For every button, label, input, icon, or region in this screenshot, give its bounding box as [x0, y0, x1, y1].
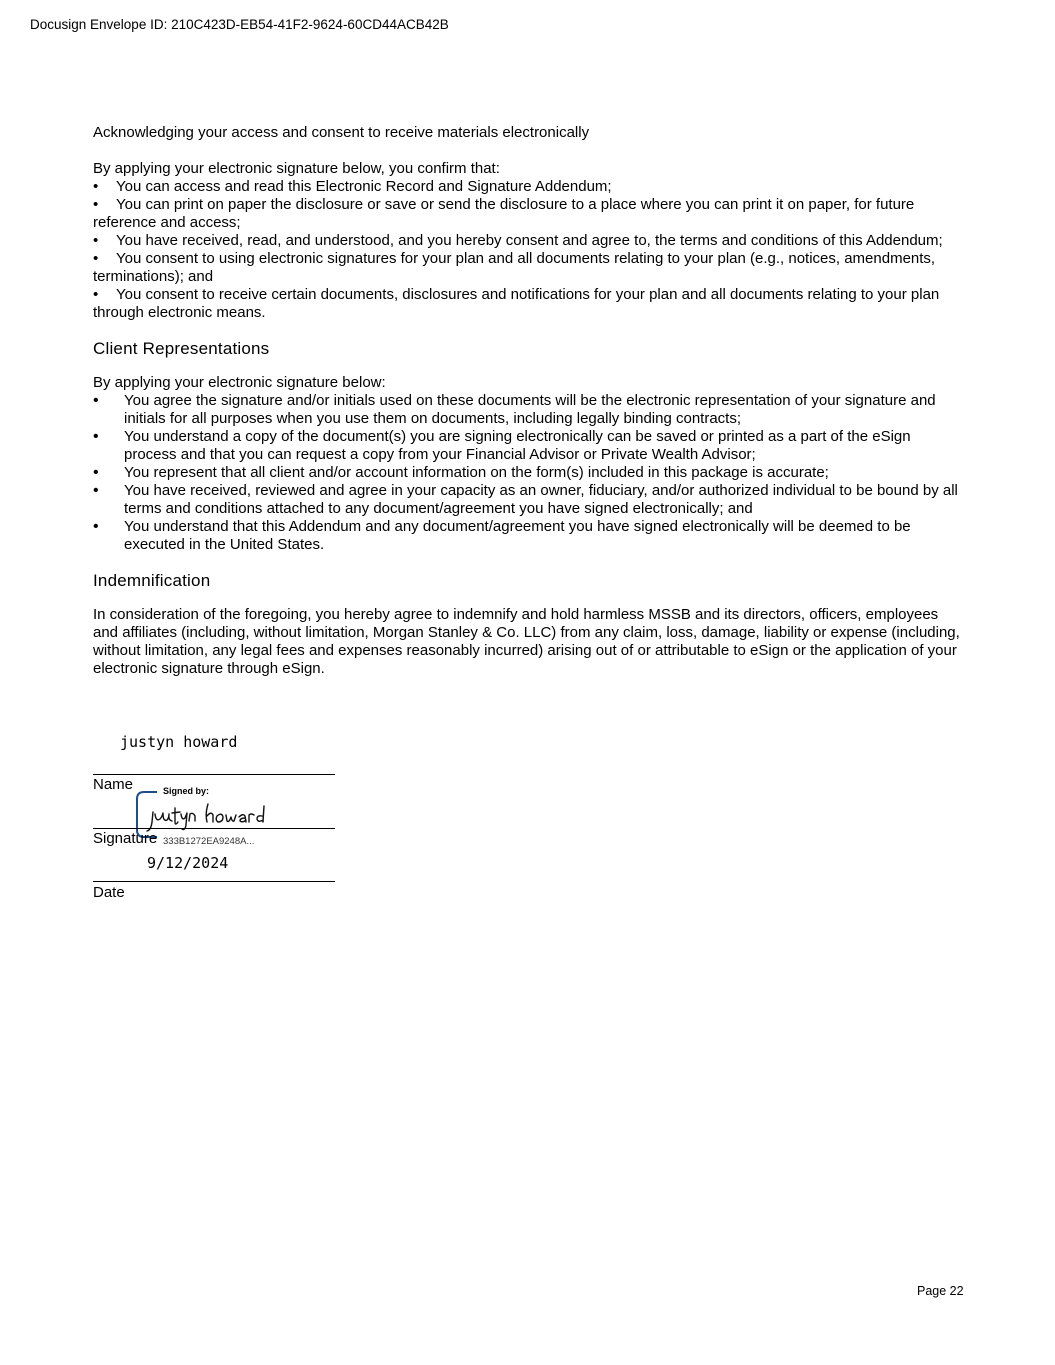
signature-label: Signature [93, 830, 158, 847]
list-item: • You consent to using electronic signatures for your plan and all documents relating to your plan (e.g., notices, amendments, terminations); and [93, 250, 936, 285]
list-item: • You have received, read, and understood, and you hereby consent and agree to, the terms and conditions of this Addendum; [93, 232, 943, 249]
consent-list [93, 178, 963, 322]
handwritten-signature [145, 800, 280, 840]
list-item: • You represent that all client and/or account information on the form(s) included in this package is accurate; [93, 464, 963, 482]
list-item: • You can print on paper the disclosure or save or send the disclosure to a place where you can print it on paper, for future reference and access; [93, 196, 915, 231]
envelope-id: Docusign Envelope ID: 210C423D-EB54-41F2-9624-60CD44ACB42B [30, 17, 449, 32]
date-value: 9/12/2024 [147, 854, 229, 872]
client-representations-list [93, 392, 963, 554]
indemnification-heading: Indemnification [93, 571, 211, 590]
date-label: Date [93, 884, 125, 901]
name-label: Name [93, 776, 134, 793]
consent-intro: By applying your electronic signature below, you confirm that: [93, 160, 500, 177]
page-number: Page 22 [917, 1284, 964, 1298]
consent-heading: Acknowledging your access and consent to receive materials electronically [93, 124, 590, 141]
name-line [93, 774, 335, 775]
document-body [93, 124, 963, 678]
list-item: • You understand that this Addendum and any document/agreement you have signed electronically will be deemed to be executed in the United States. [93, 518, 963, 554]
date-line [93, 881, 335, 882]
list-item: • You have received, reviewed and agree in your capacity as an owner, fiduciary, and/or authorized individual to be bound by all terms and conditions attached to any document/agreement you have signed electronically; and [93, 482, 963, 518]
list-item: • You consent to receive certain documents, disclosures and notifications for your plan and all documents relating to your plan through electronic means. [93, 286, 940, 321]
name-value: justyn howard [120, 733, 238, 751]
list-item: • You can access and read this Electronic Record and Signature Addendum; [93, 178, 612, 195]
list-item: • You agree the signature and/or initials used on these documents will be the electronic representation of your signature and initials for all purposes when you use them on documents, including legally binding contracts; [93, 392, 963, 428]
signature-id: 333B1272EA9248A... [163, 836, 255, 847]
client-representations-intro: By applying your electronic signature below: [93, 374, 386, 391]
indemnification-body: In consideration of the foregoing, you hereby agree to indemnify and hold harmless MSSB and its directors, officers, employees and affiliates (including, without limitation, Morgan Stanley & Co. LLC) from any claim, loss, damage, liability or expense (including, without limitation, any legal fees and expenses reasonably incurred) arising out of or attributable to eSign or the application of your electronic signature through eSign. [93, 606, 960, 677]
signature-line [93, 828, 335, 829]
list-item: • You understand a copy of the document(s) you are signing electronically can be saved or printed as a part of the eSign process and that you can request a copy from your Financial Advisor or Private Wealth Advisor; [93, 428, 963, 464]
signed-by-label: Signed by: [163, 786, 210, 796]
client-representations-heading: Client Representations [93, 339, 270, 358]
